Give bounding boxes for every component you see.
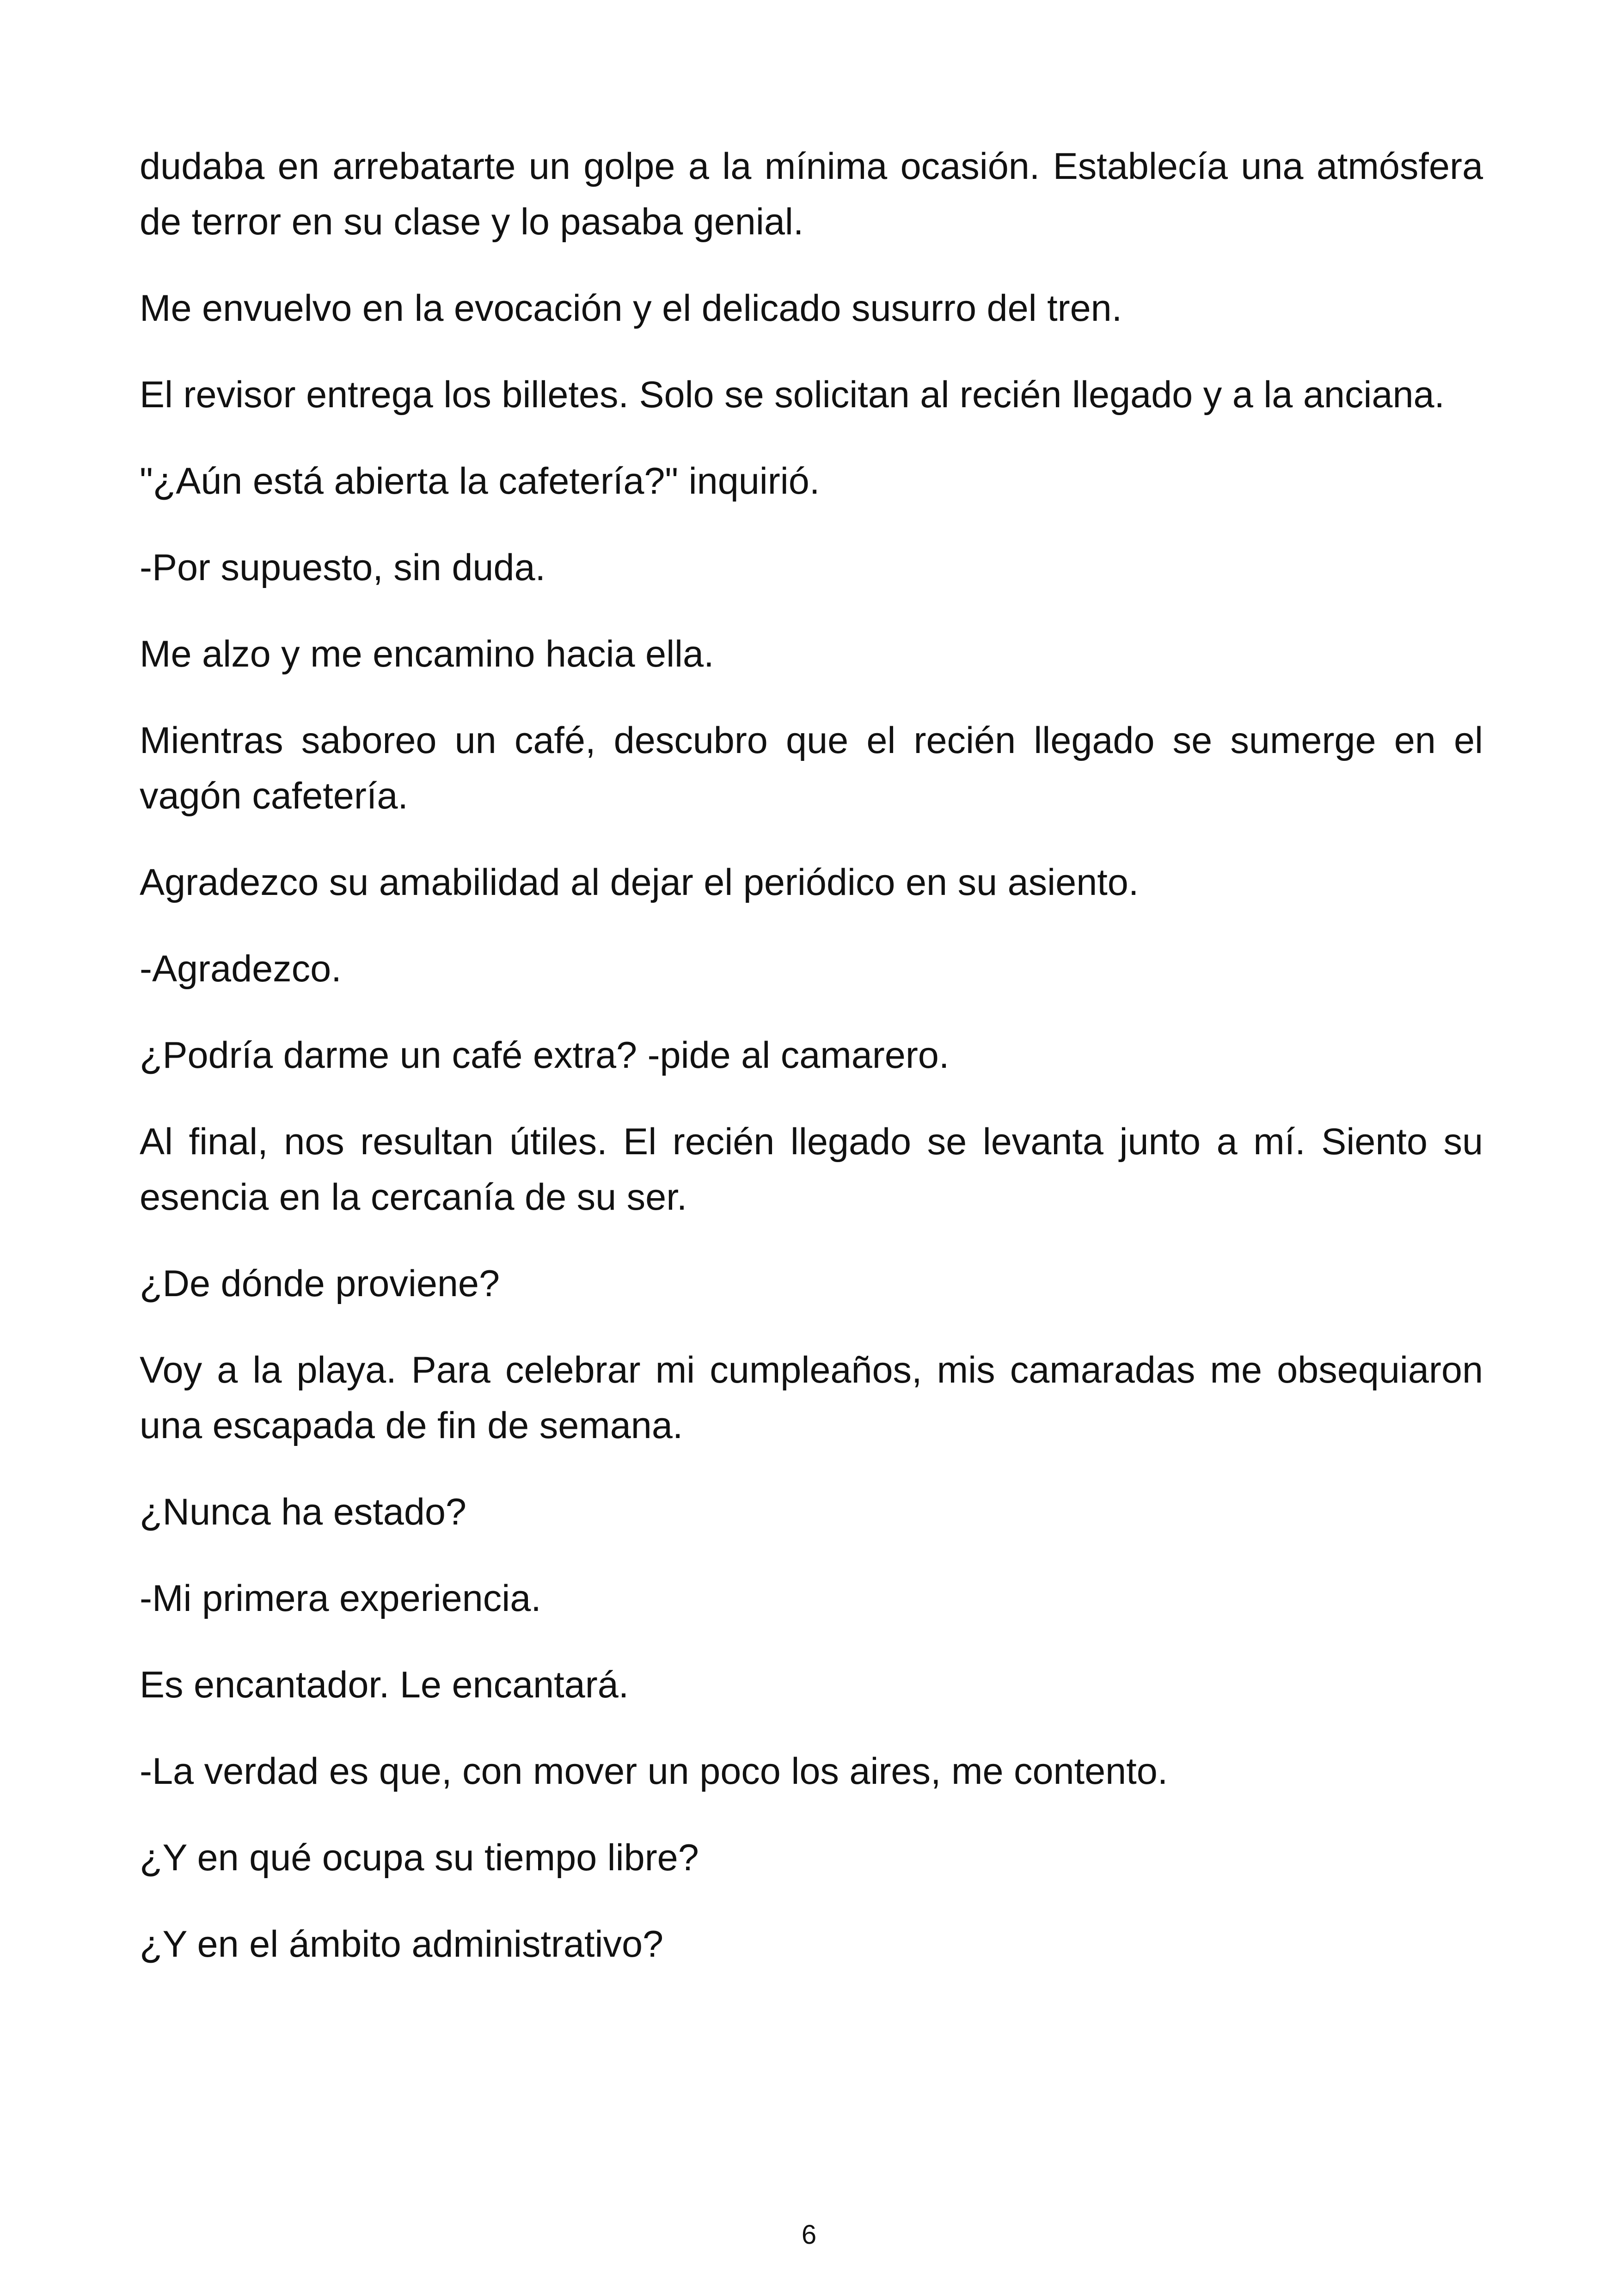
paragraph: -La verdad es que, con mover un poco los aires, me contento.	[140, 1751, 1168, 1792]
page-number: 6	[801, 2220, 817, 2250]
paragraph: -Mi primera experiencia.	[140, 1578, 541, 1619]
paragraph: El revisor entrega los billetes. Solo se solicitan al recién llegado y a la anciana.	[140, 374, 1445, 416]
paragraph: ¿De dónde proviene?	[140, 1263, 500, 1304]
paragraph: ¿Nunca ha estado?	[140, 1491, 466, 1533]
paragraph: Me envuelvo en la evocación y el delicado susurro del tren.	[140, 288, 1122, 329]
paragraph: -Agradezco.	[140, 948, 342, 990]
paragraph: Me alzo y me encamino hacia ella.	[140, 633, 714, 675]
paragraph: ¿Podría darme un café extra? -pide al camarero.	[140, 1035, 950, 1076]
paragraph: ¿Y en el ámbito administrativo?	[140, 1923, 664, 1965]
paragraph: -Por supuesto, sin duda.	[140, 547, 546, 588]
body-text	[140, 139, 1483, 2003]
paragraph: dudaba en arrebatarte un golpe a la mínima ocasión. Establecía una atmósfera de terror en su clase y lo pasaba genial.	[140, 146, 1483, 243]
paragraph: Agradezco su amabilidad al dejar el periódico en su asiento.	[140, 862, 1139, 903]
paragraph: Es encantador. Le encantará.	[140, 1664, 629, 1706]
paragraph: "¿Aún está abierta la cafetería?" inquirió.	[140, 460, 820, 502]
paragraph: Mientras saboreo un café, descubro que el recién llegado se sumerge en el vagón cafetería.	[140, 720, 1483, 817]
paragraph: Al final, nos resultan útiles. El recién llegado se levanta junto a mí. Siento su esencia en la cercanía de su ser.	[140, 1121, 1483, 1218]
paragraph: Voy a la playa. Para celebrar mi cumpleaños, mis camaradas me obsequiaron una escapada de fin de semana.	[140, 1349, 1483, 1446]
paragraph: ¿Y en qué ocupa su tiempo libre?	[140, 1837, 699, 1879]
